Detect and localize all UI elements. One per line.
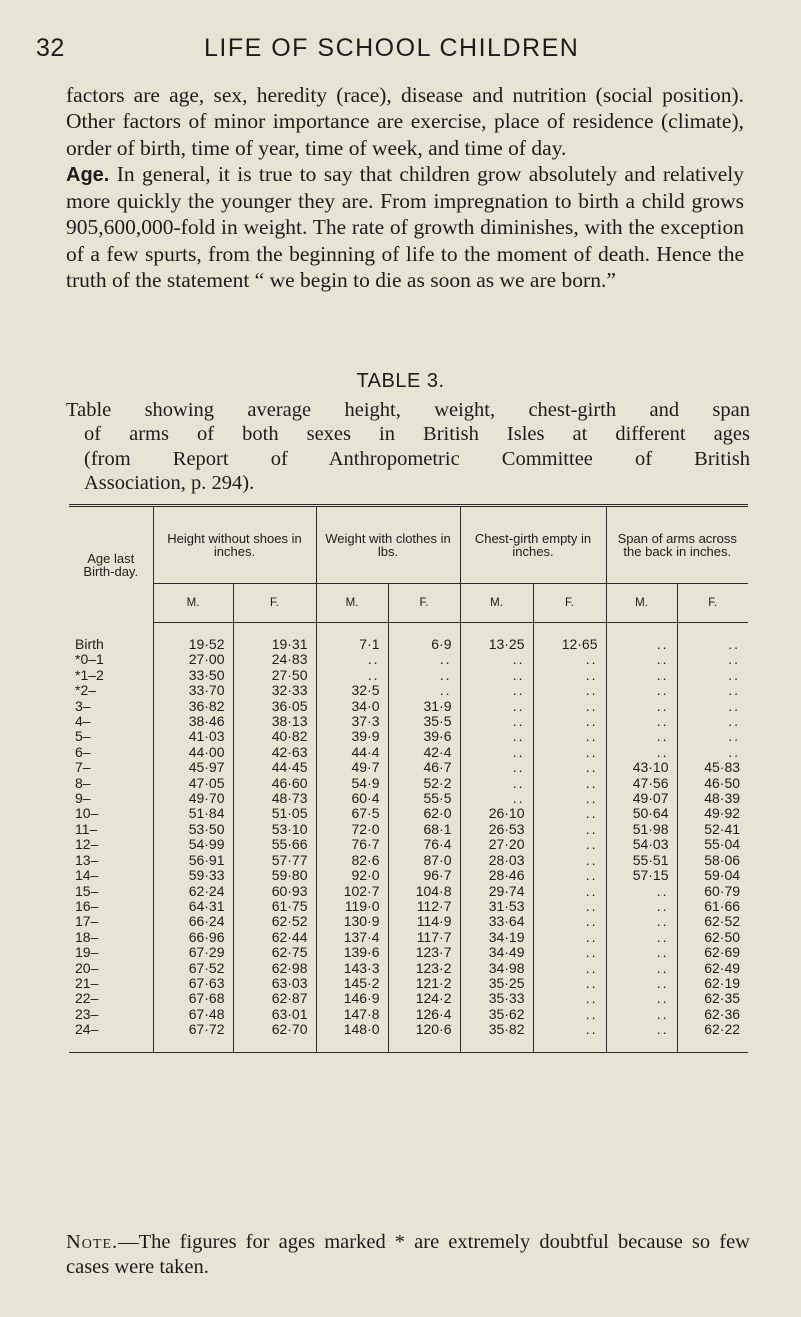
cell-span-m: ..	[606, 961, 677, 976]
paragraph-2	[66, 161, 744, 293]
cell-weight-f: 46·7	[388, 760, 460, 775]
cell-age: 17–	[75, 913, 99, 930]
cell-span-f: 62·36	[677, 1007, 748, 1022]
cell-chest-m: 26·10	[460, 806, 533, 821]
cell-chest-f: ..	[533, 914, 606, 929]
cell-weight-f: 76·4	[388, 837, 460, 852]
cell-height-f: 36·05	[233, 699, 316, 714]
page-number: 32	[36, 34, 65, 62]
cell-chest-m: ..	[460, 652, 533, 667]
cell-span-f: ..	[677, 668, 748, 683]
cell-weight-f: 104·8	[388, 884, 460, 899]
header-span: Span of arms across the back in inches.	[606, 506, 748, 584]
cell-span-m: 55·51	[606, 853, 677, 868]
cell-height-f: 63·03	[233, 976, 316, 991]
cell-span-m: ..	[606, 745, 677, 760]
header-height-male: M.	[153, 584, 233, 623]
anthropometric-table	[69, 504, 748, 1053]
cell-weight-f: 120·6	[388, 1022, 460, 1052]
cell-height-m: 67·48	[153, 1007, 233, 1022]
cell-chest-m: 35·62	[460, 1007, 533, 1022]
cell-span-f: 48·39	[677, 791, 748, 806]
cell-chest-m: 34·19	[460, 930, 533, 945]
cell-chest-f: 12·65	[533, 623, 606, 653]
cell-chest-f: ..	[533, 714, 606, 729]
cell-chest-m: ..	[460, 776, 533, 791]
table-body	[69, 623, 748, 1053]
table-row	[69, 914, 748, 929]
cell-height-m: 51·84	[153, 806, 233, 821]
cell-chest-f: ..	[533, 930, 606, 945]
cell-span-m: 47·56	[606, 776, 677, 791]
cell-span-m: ..	[606, 1022, 677, 1052]
cell-span-f: 62·50	[677, 930, 748, 945]
cell-weight-f: 35·5	[388, 714, 460, 729]
cell-age: 12–	[75, 836, 99, 853]
cell-height-m: 33·50	[153, 668, 233, 683]
cell-chest-f: ..	[533, 699, 606, 714]
cell-height-f: 51·05	[233, 806, 316, 821]
cell-age: 21–	[75, 974, 99, 991]
cell-age: 23–	[75, 1005, 99, 1022]
cell-weight-m: 130·9	[316, 914, 388, 929]
cell-span-m: ..	[606, 914, 677, 929]
cell-height-f: 40·82	[233, 729, 316, 744]
cell-weight-m: 146·9	[316, 991, 388, 1006]
cell-weight-m: 82·6	[316, 853, 388, 868]
cell-span-m: ..	[606, 976, 677, 991]
note-text: —The figures for ages marked * are extremely doubtful because so few cases were taken.	[66, 1231, 750, 1278]
cell-span-m: ..	[606, 729, 677, 744]
table-row	[69, 868, 748, 883]
table-row	[69, 776, 748, 791]
cell-weight-m: 72·0	[316, 822, 388, 837]
cell-chest-f: ..	[533, 668, 606, 683]
cell-weight-f: 55·5	[388, 791, 460, 806]
cell-height-f: 62·44	[233, 930, 316, 945]
table-row	[69, 668, 748, 683]
header-span-male: M.	[606, 584, 677, 623]
cell-height-f: 60·93	[233, 884, 316, 899]
cell-span-f: ..	[677, 683, 748, 698]
table-row	[69, 1022, 748, 1052]
cell-weight-f: ..	[388, 668, 460, 683]
cell-span-m: ..	[606, 930, 677, 945]
cell-span-m: ..	[606, 668, 677, 683]
cell-age: 15–	[75, 882, 99, 899]
cell-chest-f: ..	[533, 683, 606, 698]
table-row	[69, 791, 748, 806]
table-row	[69, 806, 748, 821]
cell-age: 20–	[75, 959, 99, 976]
cell-weight-f: 124·2	[388, 991, 460, 1006]
cell-weight-m: 137·4	[316, 930, 388, 945]
cell-age: *0–1	[75, 651, 104, 668]
cell-span-f: 62·19	[677, 976, 748, 991]
cell-weight-m: 39·9	[316, 729, 388, 744]
cell-chest-f: ..	[533, 652, 606, 667]
cell-chest-f: ..	[533, 945, 606, 960]
cell-span-f: ..	[677, 623, 748, 653]
cell-height-f: 32·33	[233, 683, 316, 698]
cell-chest-m: 28·46	[460, 868, 533, 883]
table-row	[69, 699, 748, 714]
cell-age: 18–	[75, 928, 99, 945]
cell-chest-m: ..	[460, 683, 533, 698]
cell-height-f: 61·75	[233, 899, 316, 914]
cell-weight-f: 96·7	[388, 868, 460, 883]
cell-weight-m: 7·1	[316, 623, 388, 653]
cell-span-m: 57·15	[606, 868, 677, 883]
cell-height-f: 55·66	[233, 837, 316, 852]
caption-line-1: Table showing average height, weight, chest-girth and span	[66, 399, 750, 421]
cell-weight-f: 112·7	[388, 899, 460, 914]
table-row	[69, 837, 748, 852]
cell-height-f: 48·73	[233, 791, 316, 806]
cell-span-m: ..	[606, 714, 677, 729]
cell-weight-f: 117·7	[388, 930, 460, 945]
cell-span-f: 59·04	[677, 868, 748, 883]
cell-age: *1–2	[75, 666, 104, 683]
cell-weight-f: 6·9	[388, 623, 460, 653]
paragraph-1: factors are age, sex, heredity (race), disease and nutrition (social position). Other factors of minor importance are exercise, place of residence (climate), order of birth, time of year, time of week, and time of day.	[66, 83, 744, 160]
cell-chest-m: 26·53	[460, 822, 533, 837]
cell-chest-f: ..	[533, 745, 606, 760]
cell-height-f: 62·70	[233, 1022, 316, 1052]
cell-height-f: 42·63	[233, 745, 316, 760]
cell-height-m: 54·99	[153, 837, 233, 852]
table-row	[69, 822, 748, 837]
cell-height-f: 59·80	[233, 868, 316, 883]
running-title: LIFE OF SCHOOL CHILDREN	[204, 34, 580, 62]
cell-height-m: 67·63	[153, 976, 233, 991]
cell-chest-f: ..	[533, 899, 606, 914]
cell-height-m: 53·50	[153, 822, 233, 837]
cell-height-m: 41·03	[153, 729, 233, 744]
cell-height-m: 36·82	[153, 699, 233, 714]
cell-weight-f: ..	[388, 652, 460, 667]
header-span-female: F.	[677, 584, 748, 623]
cell-chest-m: ..	[460, 760, 533, 775]
cell-age: 16–	[75, 897, 99, 914]
cell-age: 8–	[75, 774, 91, 791]
cell-weight-m: 54·9	[316, 776, 388, 791]
header-age: Age last Birth-day.	[69, 506, 153, 623]
cell-age: 4–	[75, 713, 91, 730]
table-row	[69, 853, 748, 868]
cell-chest-f: ..	[533, 791, 606, 806]
cell-chest-m: ..	[460, 745, 533, 760]
cell-span-f: 55·04	[677, 837, 748, 852]
cell-age: 9–	[75, 790, 91, 807]
header-height-female: F.	[233, 584, 316, 623]
table-row	[69, 652, 748, 667]
cell-chest-f: ..	[533, 806, 606, 821]
cell-weight-f: 123·2	[388, 961, 460, 976]
age-heading: Age.	[66, 163, 110, 186]
header-chest: Chest-girth empty in inches.	[460, 506, 606, 584]
cell-age: 7–	[75, 759, 91, 776]
caption-line-2: of arms of both sexes in British Isles at different ages	[84, 423, 750, 446]
header-weight-male: M.	[316, 584, 388, 623]
table-row	[69, 899, 748, 914]
cell-height-f: 63·01	[233, 1007, 316, 1022]
cell-chest-m: 31·53	[460, 899, 533, 914]
cell-weight-m: 34·0	[316, 699, 388, 714]
table-row	[69, 961, 748, 976]
cell-height-f: 27·50	[233, 668, 316, 683]
cell-span-f: 62·22	[677, 1022, 748, 1052]
cell-weight-f: ..	[388, 683, 460, 698]
cell-chest-m: ..	[460, 729, 533, 744]
cell-weight-f: 121·2	[388, 976, 460, 991]
cell-weight-m: 145·2	[316, 976, 388, 991]
cell-span-f: 58·06	[677, 853, 748, 868]
cell-height-m: 27·00	[153, 652, 233, 667]
note-label: Note.	[66, 1231, 119, 1253]
table-row	[69, 745, 748, 760]
table-row	[69, 930, 748, 945]
cell-height-m: 67·68	[153, 991, 233, 1006]
cell-height-f: 24·83	[233, 652, 316, 667]
cell-span-m: 54·03	[606, 837, 677, 852]
cell-chest-m: ..	[460, 714, 533, 729]
cell-chest-m: 13·25	[460, 623, 533, 653]
cell-age: 14–	[75, 867, 99, 884]
header-weight-female: F.	[388, 584, 460, 623]
cell-chest-m: 33·64	[460, 914, 533, 929]
cell-height-m: 49·70	[153, 791, 233, 806]
cell-weight-f: 114·9	[388, 914, 460, 929]
paragraph-2-text: In general, it is true to say that children grow absolutely and relatively more quickly the younger they are. From impregnation to birth a child grows 905,600,000-fold in weight. The rate of growth diminishes, with the exception of a few spurts, from the beginning of life to the moment of death. Hence the truth of the statement “ we begin to die as soon as we are born.”	[66, 161, 745, 293]
cell-weight-f: 126·4	[388, 1007, 460, 1022]
cell-span-m: ..	[606, 991, 677, 1006]
cell-span-f: 60·79	[677, 884, 748, 899]
cell-weight-m: 67·5	[316, 806, 388, 821]
cell-span-m: 51·98	[606, 822, 677, 837]
header-weight: Weight with clothes in lbs.	[316, 506, 460, 584]
header-height: Height without shoes in inches.	[153, 506, 316, 584]
cell-weight-m: 60·4	[316, 791, 388, 806]
cell-height-m: 59·33	[153, 868, 233, 883]
caption-line-4: Association, p. 294).	[84, 471, 255, 494]
cell-weight-f: 39·6	[388, 729, 460, 744]
cell-span-m: ..	[606, 683, 677, 698]
cell-age: 3–	[75, 697, 91, 714]
cell-weight-m: ..	[316, 652, 388, 667]
cell-span-f: 62·52	[677, 914, 748, 929]
cell-weight-m: 32·5	[316, 683, 388, 698]
cell-weight-f: 42·4	[388, 745, 460, 760]
cell-height-f: 46·60	[233, 776, 316, 791]
cell-span-m: ..	[606, 652, 677, 667]
cell-height-f: 44·45	[233, 760, 316, 775]
cell-chest-f: ..	[533, 884, 606, 899]
cell-weight-m: ..	[316, 668, 388, 683]
cell-weight-m: 148·0	[316, 1022, 388, 1052]
cell-chest-f: ..	[533, 776, 606, 791]
cell-weight-m: 139·6	[316, 945, 388, 960]
cell-age: 19–	[75, 944, 99, 961]
cell-chest-f: ..	[533, 961, 606, 976]
cell-chest-f: ..	[533, 837, 606, 852]
cell-height-m: 66·96	[153, 930, 233, 945]
cell-height-f: 62·98	[233, 961, 316, 976]
cell-height-m: 64·31	[153, 899, 233, 914]
cell-weight-m: 37·3	[316, 714, 388, 729]
cell-weight-f: 68·1	[388, 822, 460, 837]
cell-chest-m: 28·03	[460, 853, 533, 868]
cell-age: *2–	[75, 682, 97, 699]
cell-weight-f: 52·2	[388, 776, 460, 791]
cell-span-f: 62·35	[677, 991, 748, 1006]
cell-span-f: ..	[677, 699, 748, 714]
cell-height-m: 66·24	[153, 914, 233, 929]
cell-weight-m: 44·4	[316, 745, 388, 760]
header-chest-female: F.	[533, 584, 606, 623]
cell-height-f: 62·87	[233, 991, 316, 1006]
cell-span-f: 49·92	[677, 806, 748, 821]
table-row	[69, 683, 748, 698]
cell-chest-f: ..	[533, 853, 606, 868]
cell-weight-m: 147·8	[316, 1007, 388, 1022]
cell-height-f: 38·13	[233, 714, 316, 729]
cell-span-m: ..	[606, 623, 677, 653]
cell-weight-f: 123·7	[388, 945, 460, 960]
table-bottom-rule	[69, 1052, 748, 1053]
cell-height-m: 56·91	[153, 853, 233, 868]
table-row	[69, 729, 748, 744]
cell-chest-m: ..	[460, 668, 533, 683]
header-chest-male: M.	[460, 584, 533, 623]
cell-span-m: ..	[606, 699, 677, 714]
cell-span-f: 61·66	[677, 899, 748, 914]
cell-chest-f: ..	[533, 729, 606, 744]
body-text	[66, 82, 744, 293]
cell-height-m: 45·97	[153, 760, 233, 775]
cell-span-m: ..	[606, 945, 677, 960]
running-head	[36, 30, 776, 70]
table-number: TABLE 3.	[356, 370, 445, 392]
cell-span-f: 62·49	[677, 961, 748, 976]
cell-span-m: ..	[606, 884, 677, 899]
cell-chest-f: ..	[533, 1007, 606, 1022]
cell-span-m: ..	[606, 899, 677, 914]
cell-span-m: ..	[606, 1007, 677, 1022]
cell-chest-m: 34·49	[460, 945, 533, 960]
cell-span-f: ..	[677, 745, 748, 760]
cell-height-f: 53·10	[233, 822, 316, 837]
caption-line-3: (from Report of Anthropometric Committee of British	[84, 447, 750, 470]
table-row	[69, 976, 748, 991]
cell-age: 6–	[75, 743, 91, 760]
cell-chest-f: ..	[533, 868, 606, 883]
cell-span-f: ..	[677, 652, 748, 667]
table-row	[69, 623, 748, 653]
table-row	[69, 714, 748, 729]
cell-height-m: 67·29	[153, 945, 233, 960]
cell-chest-m: ..	[460, 791, 533, 806]
cell-chest-m: 34·98	[460, 961, 533, 976]
cell-age: 13–	[75, 851, 99, 868]
cell-chest-f: ..	[533, 1022, 606, 1052]
cell-chest-m: 27·20	[460, 837, 533, 852]
cell-span-f: ..	[677, 729, 748, 744]
cell-span-f: 45·83	[677, 760, 748, 775]
cell-chest-m: 35·25	[460, 976, 533, 991]
cell-height-m: 38·46	[153, 714, 233, 729]
cell-height-m: 47·05	[153, 776, 233, 791]
cell-span-f: ..	[677, 714, 748, 729]
cell-age: 11–	[75, 820, 98, 837]
cell-height-f: 57·77	[233, 853, 316, 868]
cell-chest-f: ..	[533, 976, 606, 991]
cell-chest-m: 35·33	[460, 991, 533, 1006]
cell-age: 5–	[75, 728, 91, 745]
cell-span-m: 49·07	[606, 791, 677, 806]
cell-height-m: 33·70	[153, 683, 233, 698]
cell-span-f: 52·41	[677, 822, 748, 837]
cell-span-m: 50·64	[606, 806, 677, 821]
cell-weight-f: 31·9	[388, 699, 460, 714]
cell-weight-m: 143·3	[316, 961, 388, 976]
table-caption	[66, 398, 750, 495]
cell-age: 24–	[75, 1021, 99, 1038]
cell-weight-m: 49·7	[316, 760, 388, 775]
cell-height-f: 62·75	[233, 945, 316, 960]
cell-chest-f: ..	[533, 991, 606, 1006]
cell-span-f: 46·50	[677, 776, 748, 791]
table-row	[69, 991, 748, 1006]
cell-weight-m: 92·0	[316, 868, 388, 883]
cell-chest-f: ..	[533, 760, 606, 775]
cell-chest-m: ..	[460, 699, 533, 714]
cell-height-m: 67·72	[153, 1022, 233, 1052]
cell-weight-m: 76·7	[316, 837, 388, 852]
cell-weight-m: 119·0	[316, 899, 388, 914]
cell-height-m: 44·00	[153, 745, 233, 760]
table-note	[66, 1230, 750, 1279]
cell-height-f: 19·31	[233, 623, 316, 653]
cell-chest-m: 29·74	[460, 884, 533, 899]
cell-age: Birth	[75, 635, 104, 652]
cell-weight-m: 102·7	[316, 884, 388, 899]
cell-span-m: 43·10	[606, 760, 677, 775]
cell-height-m: 62·24	[153, 884, 233, 899]
table-row	[69, 884, 748, 899]
cell-height-m: 67·52	[153, 961, 233, 976]
cell-weight-f: 62·0	[388, 806, 460, 821]
table-row	[69, 945, 748, 960]
cell-age: 10–	[75, 805, 99, 822]
cell-chest-m: 35·82	[460, 1022, 533, 1052]
table-row	[69, 1007, 748, 1022]
cell-span-f: 62·69	[677, 945, 748, 960]
table-row	[69, 760, 748, 775]
cell-age: 22–	[75, 990, 99, 1007]
cell-chest-f: ..	[533, 822, 606, 837]
cell-height-m: 19·52	[153, 623, 233, 653]
cell-weight-f: 87·0	[388, 853, 460, 868]
cell-height-f: 62·52	[233, 914, 316, 929]
